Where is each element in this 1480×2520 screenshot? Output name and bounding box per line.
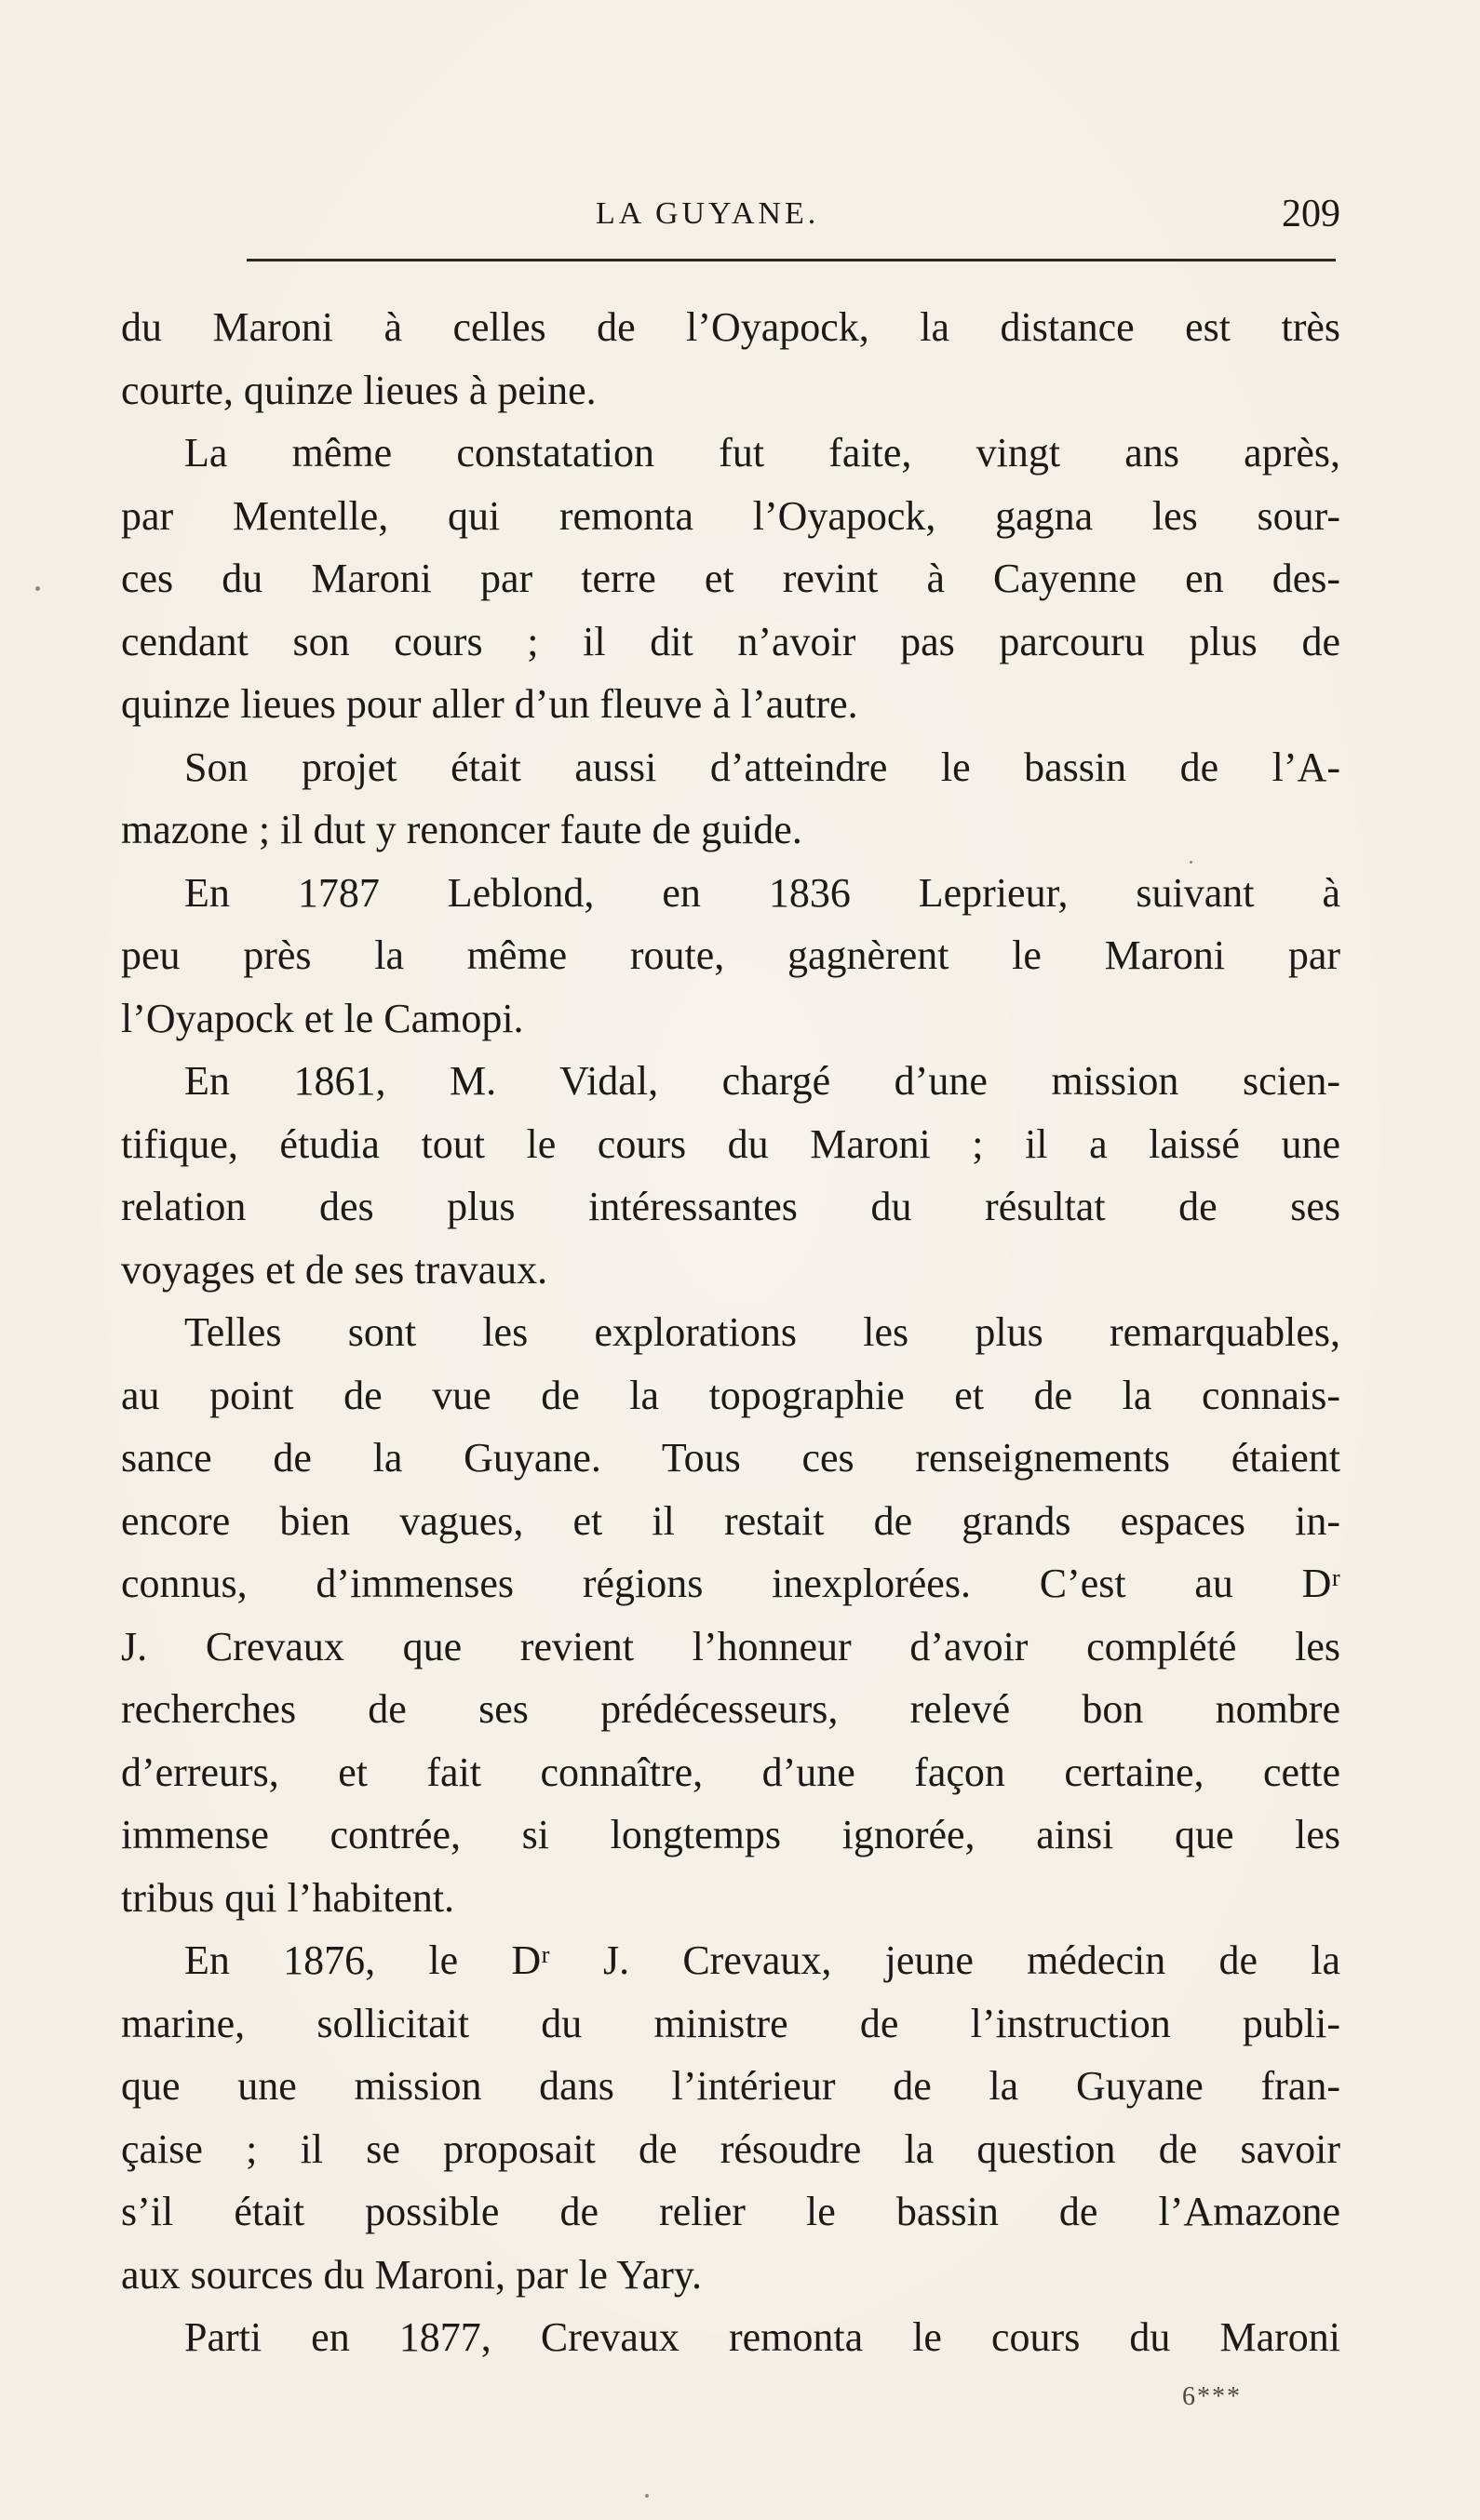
text-line: En 1787 Leblond, en 1836 Leprieur, suivant à	[184, 869, 1340, 916]
paper-speck	[1190, 861, 1192, 864]
text-line: J. Crevaux que revient l’honneur d’avoir complété les	[121, 1623, 1340, 1669]
text-line: voyages et de ses travaux.	[121, 1246, 548, 1293]
text-line: courte, quinze lieues à peine.	[121, 367, 597, 413]
signature-mark: 6***	[1182, 2382, 1242, 2411]
text-line: ces du Maroni par terre et revint à Cayenne en des-	[121, 556, 1340, 601]
text-line: que une mission dans l’intérieur de la Guyane fran-	[121, 2063, 1340, 2109]
running-title: LA GUYANE.	[596, 196, 820, 231]
text-line: cendant son cours ; il dit n’avoir pas parcouru plus de	[121, 618, 1340, 664]
text-line: du Maroni à celles de l’Oyapock, la distance est très	[121, 304, 1340, 350]
text-line: çaise ; il se proposait de résoudre la question de savoir	[121, 2125, 1340, 2172]
text-line: tribus qui l’habitent.	[121, 1874, 455, 1921]
text-line: mazone ; il dut y renoncer faute de guide.	[121, 807, 802, 852]
text-line: Parti en 1877, Crevaux remonta le cours du Maroni	[184, 2314, 1340, 2360]
paper-speck	[645, 2494, 649, 2498]
text-line: d’erreurs, et fait connaître, d’une façon certaine, cette	[121, 1749, 1340, 1795]
paper-speck	[35, 586, 40, 591]
text-line: par Mentelle, qui remonta l’Oyapock, gagna les sour-	[121, 492, 1340, 539]
text-line: peu près la même route, gagnèrent le Maroni par	[121, 932, 1340, 978]
text-line: La même constatation fut faite, vingt ans après,	[184, 430, 1340, 476]
body-text	[121, 296, 1340, 2369]
text-line: quinze lieues pour aller d’un fleuve à l’autre.	[121, 681, 858, 727]
text-line: au point de vue de la topographie et de la connais-	[121, 1372, 1340, 1418]
text-line: l’Oyapock et le Camopi.	[121, 995, 524, 1041]
text-line: marine, sollicitait du ministre de l’instruction publi-	[121, 2000, 1340, 2046]
text-line: relation des plus intéressantes du résultat de ses	[121, 1184, 1340, 1229]
text-line: tifique, étudia tout le cours du Maroni ; il a laissé une	[121, 1120, 1340, 1167]
text-line: Son projet était aussi d’atteindre le bassin de l’A-	[184, 744, 1340, 790]
text-line: En 1861, M. Vidal, chargé d’une mission scien-	[184, 1058, 1340, 1104]
text-line: s’il était possible de relier le bassin de l’Amazone	[121, 2189, 1340, 2234]
header-rule	[247, 259, 1336, 261]
text-line: En 1876, le Dʳ J. Crevaux, jeune médecin de la	[184, 1937, 1340, 1983]
text-line: recherches de ses prédécesseurs, relevé bon nombre	[121, 1686, 1340, 1732]
page-header	[121, 186, 1340, 242]
text-line: Telles sont les explorations les plus remarquables,	[184, 1309, 1340, 1355]
page-number: 209	[1282, 193, 1340, 235]
text-line: sance de la Guyane. Tous ces renseignements étaient	[121, 1435, 1340, 1481]
text-line: encore bien vagues, et il restait de grands espaces in-	[121, 1497, 1340, 1544]
text-line: aux sources du Maroni, par le Yary.	[121, 2251, 703, 2298]
text-line: immense contrée, si longtemps ignorée, ainsi que les	[121, 1812, 1340, 1857]
text-line: connus, d’immenses régions inexplorées. C’est au Dʳ	[121, 1561, 1340, 1606]
